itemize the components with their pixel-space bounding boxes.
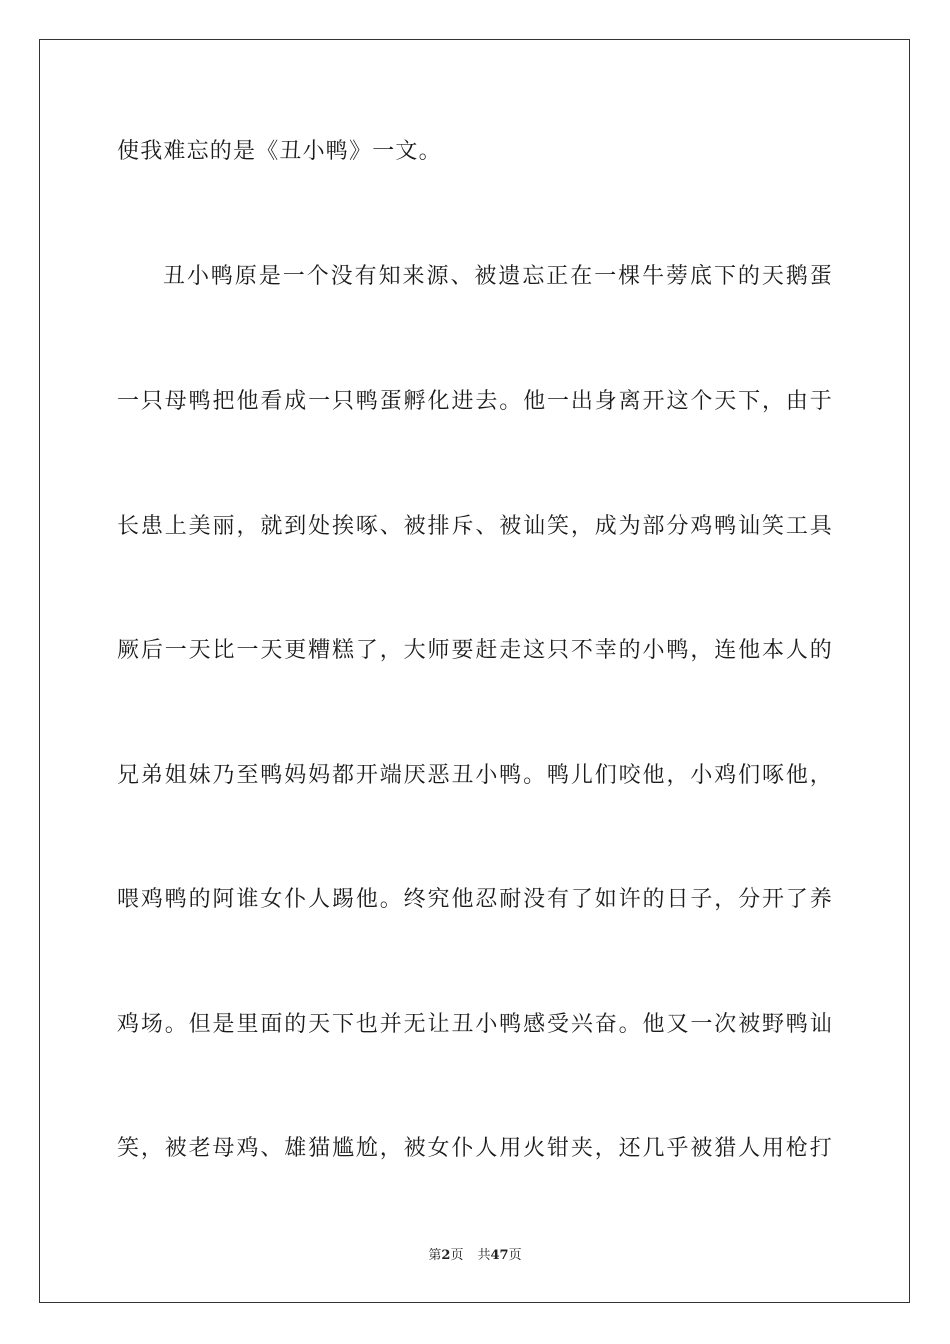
text-line-7: 喂鸡鸭的阿谁女仆人踢他。终究他忍耐没有了如许的日子，分开了养	[117, 887, 833, 912]
text-line-8: 鸡场。但是里面的天下也并无让丑小鸭感受兴奋。他又一次被野鸭讪	[117, 1012, 833, 1037]
text-line-2: 丑小鸭原是一个没有知来源、被遗忘正在一棵牛蒡底下的天鹅蛋	[163, 264, 833, 289]
text-line-1: 使我难忘的是《丑小鸭》一文。	[117, 139, 442, 164]
total-suffix: 页	[508, 1248, 522, 1263]
page-border	[39, 39, 910, 1303]
page-footer	[0, 1247, 950, 1265]
page-number: 2	[441, 1248, 451, 1263]
page-suffix: 页	[450, 1248, 464, 1263]
total-prefix: 共	[477, 1248, 491, 1263]
total-pages: 47	[490, 1248, 509, 1263]
text-line-3: 一只母鸭把他看成一只鸭蛋孵化进去。他一出身离开这个天下，由于	[117, 389, 833, 414]
text-line-5: 厥后一天比一天更糟糕了，大师要赶走这只不幸的小鸭，连他本人的	[117, 638, 833, 663]
text-line-4: 长患上美丽，就到处挨啄、被排斥、被讪笑，成为部分鸡鸭讪笑工具	[117, 514, 833, 539]
text-line-6: 兄弟姐妹乃至鸭妈妈都开端厌恶丑小鸭。鸭儿们咬他，小鸡们啄他，	[117, 763, 833, 788]
text-line-9: 笑，被老母鸡、雄猫尴尬，被女仆人用火钳夹，还几乎被猎人用枪打	[117, 1136, 833, 1161]
page-prefix: 第	[428, 1248, 442, 1263]
